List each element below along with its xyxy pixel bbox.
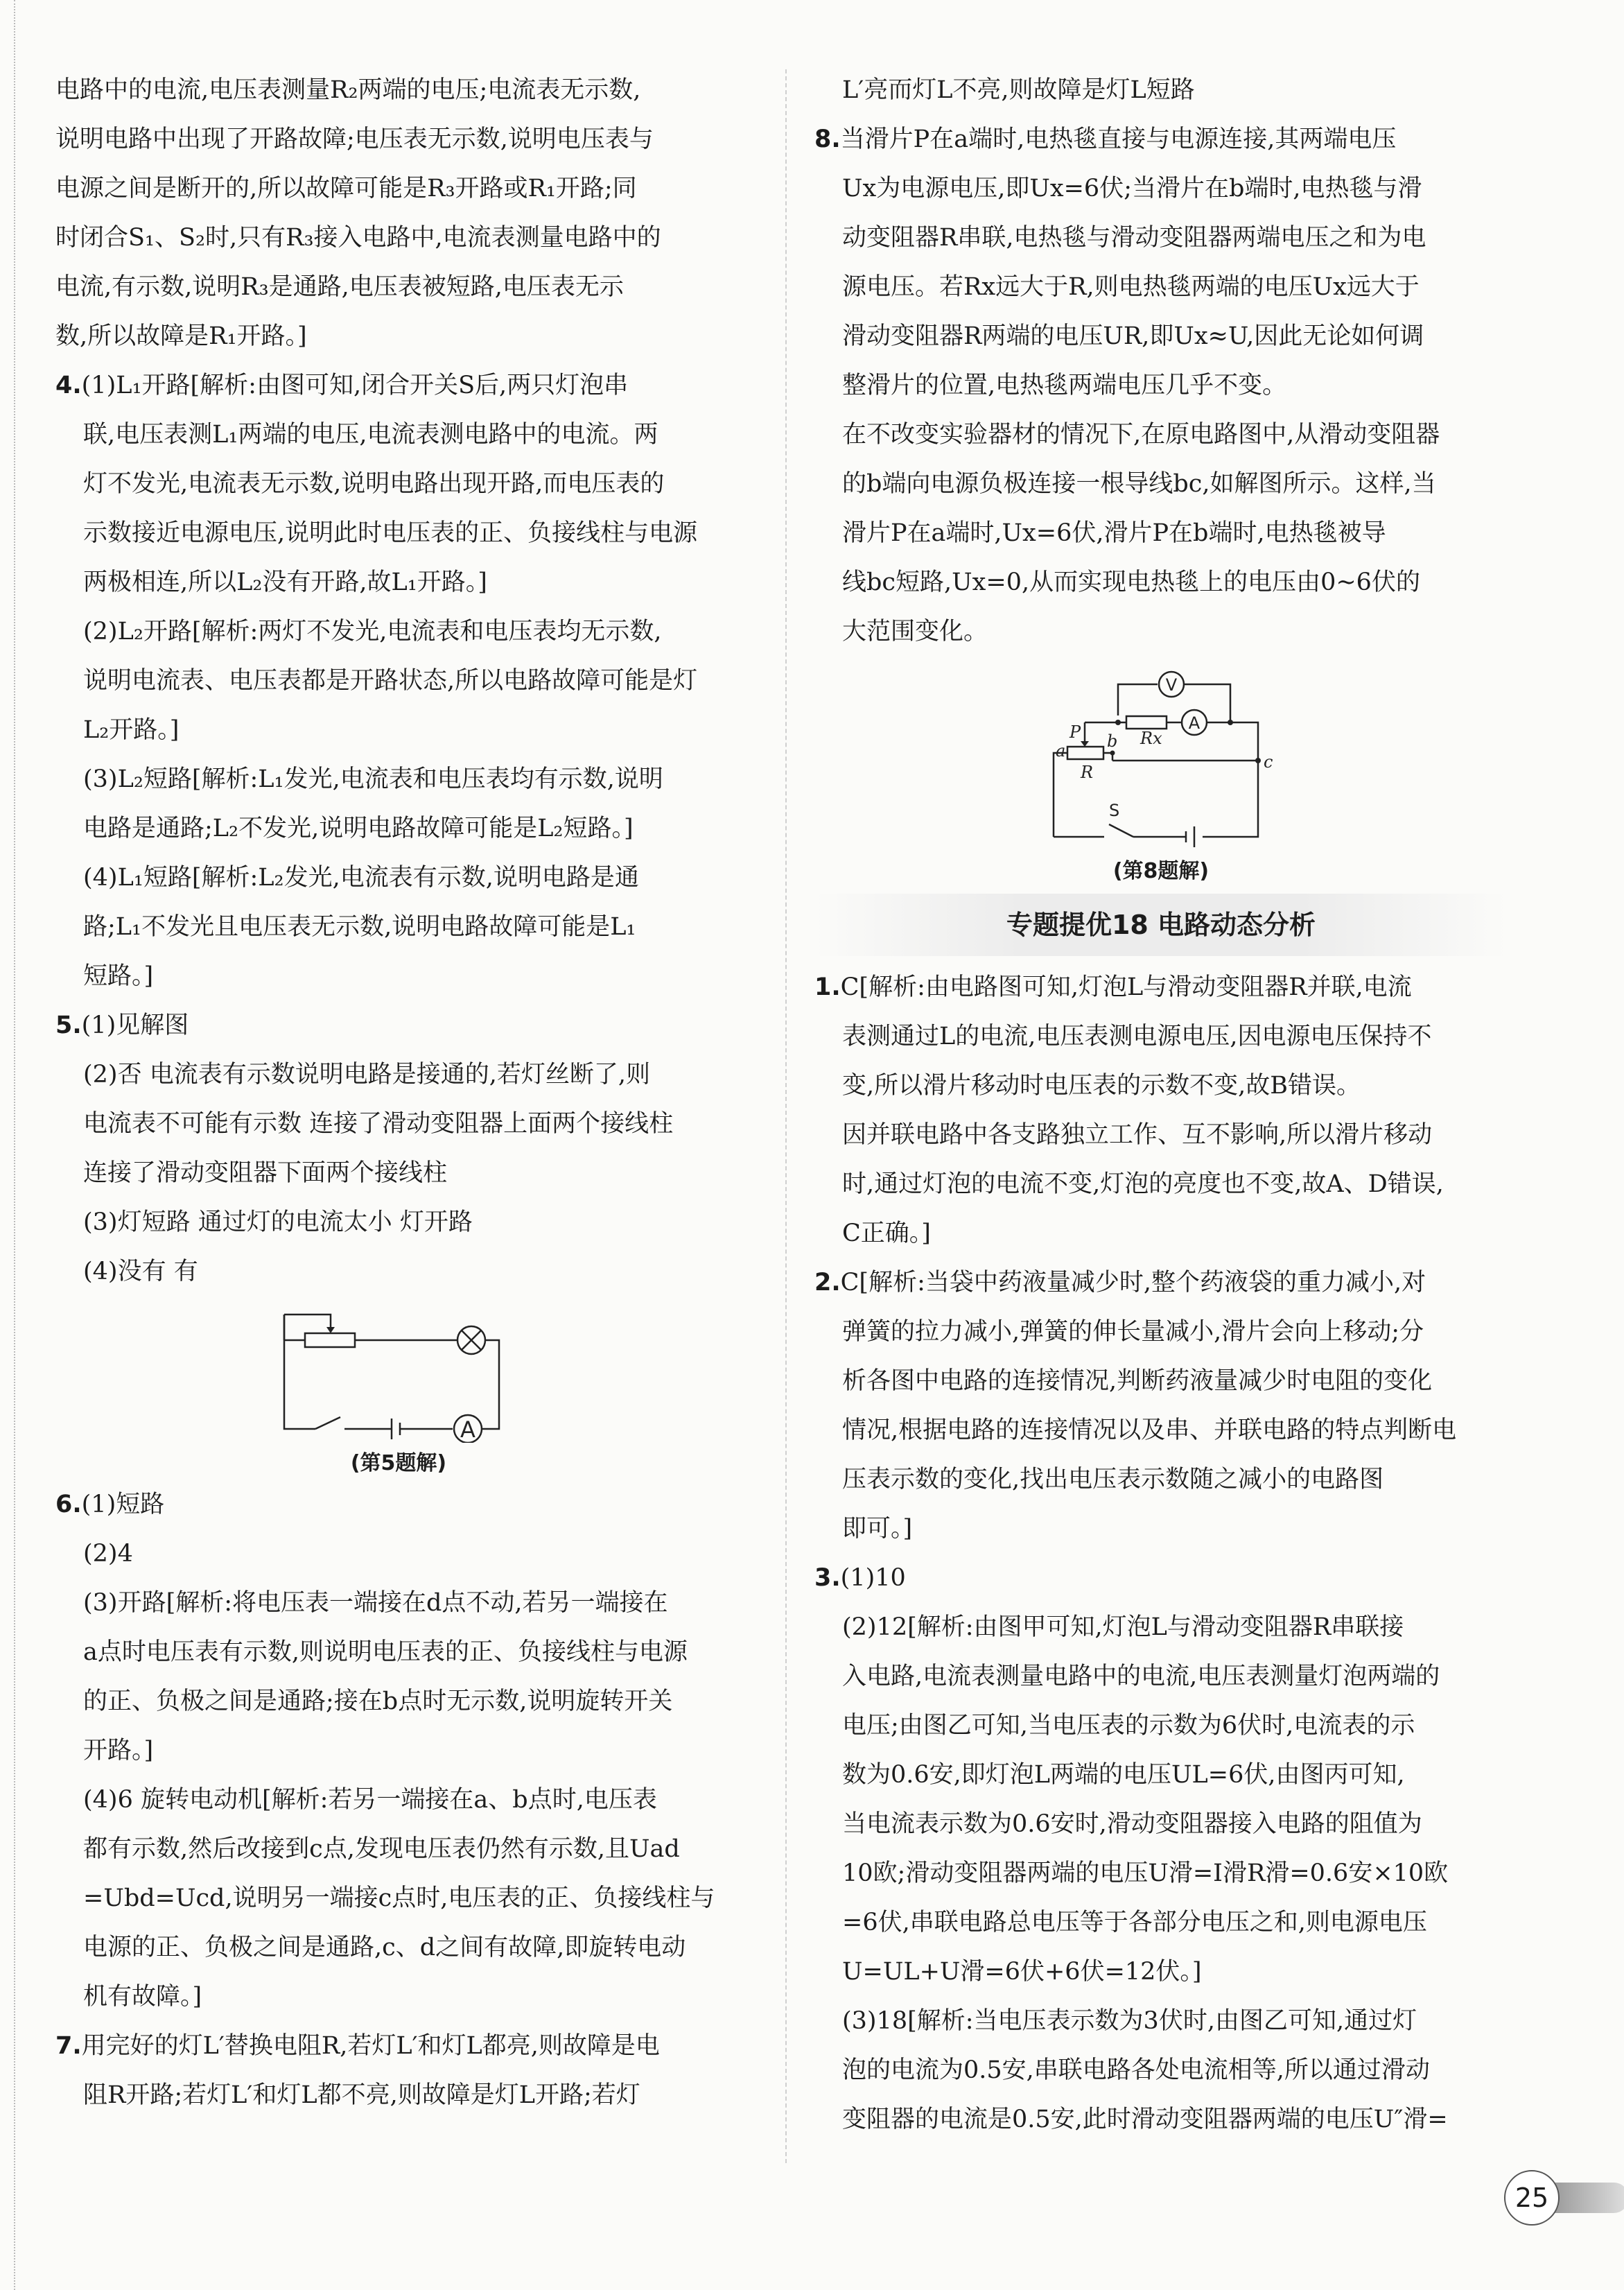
text-line: U=UL+U滑=6伏+6伏=12伏。] <box>842 1958 1202 1986</box>
voltmeter-label: V <box>1165 675 1178 695</box>
text-line: 整滑片的位置,电热毯两端电压几乎不变。 <box>842 372 1287 399</box>
text-line: 两极相连,所以L₂没有开路,故L₁开路。] <box>83 569 487 596</box>
question-6 <box>55 1480 742 2022</box>
text-line: 说明电流表、电压表都是开路状态,所以电路故障可能是灯 <box>83 667 698 695</box>
section-question-1 <box>814 963 1508 1258</box>
text-line: (3)开路[解析:将电压表一端接在d点不动,若另一端接在 <box>83 1589 668 1617</box>
text-line: 电路是通路;L₂不发光,说明电路故障可能是L₂短路。] <box>83 815 634 842</box>
text-line: 在不改变实验器材的情况下,在原电路图中,从滑动变阻器 <box>842 421 1440 449</box>
circuit-diagram-q5 <box>55 1301 742 1443</box>
text-line: 时,通过灯泡的电流不变,灯泡的亮度也不变,故A、D错误, <box>842 1170 1444 1198</box>
text-line: 情况,根据电路的连接情况以及串、并联电路的特点判断电 <box>842 1416 1457 1444</box>
section-title: 专题提优18 电路动态分析 <box>814 894 1508 956</box>
text-line: 机有故障。] <box>83 1983 202 2011</box>
text-line: 连接了滑动变阻器下面两个接线柱 <box>83 1159 448 1187</box>
text-line: 滑动变阻器R两端的电压UR,即Ux≈U,因此无论如何调 <box>842 322 1424 350</box>
text-line: (4)6 旋转电动机[解析:若另一端接在a、b点时,电压表 <box>83 1786 657 1814</box>
text-line: 说明电路中出现了开路故障;电压表无示数,说明电压表与 <box>55 125 654 153</box>
text-line: 变阻器的电流是0.5安,此时滑动变阻器两端的电压U″滑= <box>842 2106 1448 2133</box>
point-a-label: a <box>1056 741 1066 761</box>
figure-caption: (第8题解) <box>1112 859 1210 883</box>
slider-p-label: P <box>1069 722 1081 742</box>
text-line: (1)10 <box>840 1564 906 1592</box>
rheostat-label: R <box>1081 763 1094 782</box>
text-line: (4)L₁短路[解析:L₂发光,电流表有示数,说明电路是通 <box>83 864 639 892</box>
text-line: 数为0.6安,即灯泡L两端的电压UL=6伏,由图丙可知, <box>842 1761 1405 1789</box>
left-column <box>55 66 742 2120</box>
text-line: (2)L₂开路[解析:两灯不发光,电流表和电压表均无示数, <box>83 618 662 645</box>
text-line: 电路中的电流,电压表测量R₂两端的电压;电流表无示数, <box>55 76 641 104</box>
text-line: 电流,有示数,说明R₃是通路,电压表被短路,电压表无示 <box>55 273 624 301</box>
text-line: 当电流表示数为0.6安时,滑动变阻器接入电路的阻值为 <box>842 1810 1422 1838</box>
text-line: C正确。] <box>842 1220 931 1247</box>
text-line: =Ubd=Ucd,说明另一端接c点时,电压表的正、负接线柱与 <box>83 1884 715 1912</box>
text-line: (1)见解图 <box>81 1012 189 1039</box>
question-number: 6. <box>55 1491 82 1518</box>
text-line: =6伏,串联电路总电压等于各部分电压之和,则电源电压 <box>842 1909 1427 1936</box>
page-tab-decoration <box>1553 2183 1624 2213</box>
question-number: 7. <box>55 2032 82 2060</box>
text-line: 泡的电流为0.5安,串联电路各处电流相等,所以通过滑动 <box>842 2056 1430 2084</box>
question-8 <box>814 115 1508 888</box>
circuit-diagram-q8 <box>814 670 1508 851</box>
text-line: 源电压。若Rx远大于R,则电热毯两端的电压Ux远大于 <box>842 273 1420 301</box>
question-5 <box>55 1001 742 1480</box>
question-7 <box>55 2022 742 2120</box>
question-number: 4. <box>55 372 82 399</box>
text-line: 析各图中电路的连接情况,判断药液量减少时电阻的变化 <box>842 1367 1433 1395</box>
switch-label: S <box>1109 801 1120 820</box>
text-line: (4)没有 有 <box>83 1258 198 1285</box>
text-line: 大范围变化。 <box>842 618 988 645</box>
ammeter-label: A <box>460 1416 475 1443</box>
text-line: 弹簧的拉力减小,弹簧的伸长量减小,滑片会向上移动;分 <box>842 1318 1424 1346</box>
text-line: (3)18[解析:当电压表示数为3伏时,由图乙可知,通过灯 <box>842 2007 1417 2035</box>
text-line: 开路。] <box>83 1737 154 1764</box>
text-line: 电流表不可能有示数 连接了滑动变阻器上面两个接线柱 <box>83 1110 674 1138</box>
text-line: (3)灯短路 通过灯的电流太小 灯开路 <box>83 1208 473 1236</box>
text-line: (3)L₂短路[解析:L₁发光,电流表和电压表均有示数,说明 <box>83 765 663 793</box>
point-c-label: c <box>1264 752 1273 772</box>
text-line: 10欧;滑动变阻器两端的电压U滑=I滑R滑=0.6安×10欧 <box>842 1859 1449 1887</box>
ammeter-label: A <box>1188 713 1200 733</box>
page-number: 25 <box>1504 2170 1560 2226</box>
page-edge-marks <box>4 0 15 2290</box>
text-line: 的b端向电源负极连接一根导线bc,如解图所示。这样,当 <box>842 470 1436 498</box>
text-line: C[解析:当袋中药液量减少时,整个药液袋的重力减小,对 <box>840 1269 1426 1296</box>
text-line: 即可。] <box>842 1515 913 1543</box>
question-number: 5. <box>55 1012 82 1039</box>
text-line: 电压;由图乙可知,当电压表的示数为6伏时,电流表的示 <box>842 1712 1415 1740</box>
text-line: 路;L₁不发光且电压表无示数,说明电路故障可能是L₁ <box>83 913 636 941</box>
text-line: 时闭合S₁、S₂时,只有R₃接入电路中,电流表测量电路中的 <box>55 224 661 252</box>
question-number: 8. <box>814 125 841 153</box>
figure-caption: (第5题解) <box>350 1451 447 1475</box>
text-line: (2)12[解析:由图甲可知,灯泡L与滑动变阻器R串联接 <box>842 1613 1404 1641</box>
text-line: C[解析:由电路图可知,灯泡L与滑动变阻器R并联,电流 <box>840 973 1412 1001</box>
text-line: L₂开路。] <box>83 716 180 744</box>
text-line: 的正、负极之间是通路;接在b点时无示数,说明旋转开关 <box>83 1688 673 1715</box>
rx-label: Rx <box>1140 729 1162 748</box>
text-line: 数,所以故障是R₁开路。] <box>55 322 307 350</box>
column-divider <box>785 69 787 2163</box>
text-line: 当滑片P在a端时,电热毯直接与电源连接,其两端电压 <box>840 125 1397 153</box>
text-line: 表测通过L的电流,电压表测电源电压,因电源电压保持不 <box>842 1023 1432 1050</box>
text-line: 线bc短路,Ux=0,从而实现电热毯上的电压由0~6伏的 <box>842 569 1420 596</box>
question-number: 3. <box>814 1564 841 1592</box>
question-4 <box>55 361 742 1001</box>
text-line: (1)短路 <box>81 1491 165 1518</box>
text-line: 变,所以滑片移动时电压表的示数不变,故B错误。 <box>842 1072 1361 1100</box>
text-line: 电源之间是断开的,所以故障可能是R₃开路或R₁开路;同 <box>55 175 637 202</box>
text-line: 电源的正、负极之间是通路,c、d之间有故障,即旋转电动 <box>83 1934 686 1961</box>
text-line: 阻R开路;若灯L′和灯L都不亮,则故障是灯L开路;若灯 <box>83 2081 640 2109</box>
right-column <box>814 66 1508 2144</box>
text-line: 短路。] <box>83 962 154 990</box>
text-line: L′亮而灯L不亮,则故障是灯L短路 <box>842 76 1195 104</box>
question-number: 1. <box>814 973 841 1001</box>
text-line: (2)否 电流表有示数说明电路是接通的,若灯丝断了,则 <box>83 1061 650 1088</box>
text-line: 压表示数的变化,找出电压表示数随之减小的电路图 <box>842 1466 1384 1493</box>
point-b-label: b <box>1107 731 1118 751</box>
text-line: 都有示数,然后改接到c点,发现电压表仍然有示数,且Uad <box>83 1835 680 1863</box>
question-number: 2. <box>814 1269 841 1296</box>
text-line: 联,电压表测L₁两端的电压,电流表测电路中的电流。两 <box>83 421 658 449</box>
page-number-badge <box>1504 2170 1560 2226</box>
text-line: 入电路,电流表测量电路中的电流,电压表测量灯泡两端的 <box>842 1663 1440 1690</box>
text-line: 示数接近电源电压,说明此时电压表的正、负接线柱与电源 <box>83 519 698 547</box>
section-question-2 <box>814 1258 1508 1554</box>
text-line: (1)L₁开路[解析:由图可知,闭合开关S后,两只灯泡串 <box>81 372 629 399</box>
text-line: (2)4 <box>83 1540 133 1568</box>
text-line: 因并联电路中各支路独立工作、互不影响,所以滑片移动 <box>842 1121 1433 1149</box>
text-line: 滑片P在a端时,Ux=6伏,滑片P在b端时,电热毯被导 <box>842 519 1386 547</box>
text-line: a点时电压表有示数,则说明电压表的正、负接线柱与电源 <box>83 1638 688 1666</box>
section-question-3 <box>814 1554 1508 2144</box>
text-line: 灯不发光,电流表无示数,说明电路出现开路,而电压表的 <box>83 470 665 498</box>
text-line: Ux为电源电压,即Ux=6伏;当滑片在b端时,电热毯与滑 <box>842 175 1422 202</box>
text-line: 动变阻器R串联,电热毯与滑动变阻器两端电压之和为电 <box>842 224 1426 252</box>
text-line: 用完好的灯L′替换电阻R,若灯L′和灯L都亮,则故障是电 <box>81 2032 660 2060</box>
